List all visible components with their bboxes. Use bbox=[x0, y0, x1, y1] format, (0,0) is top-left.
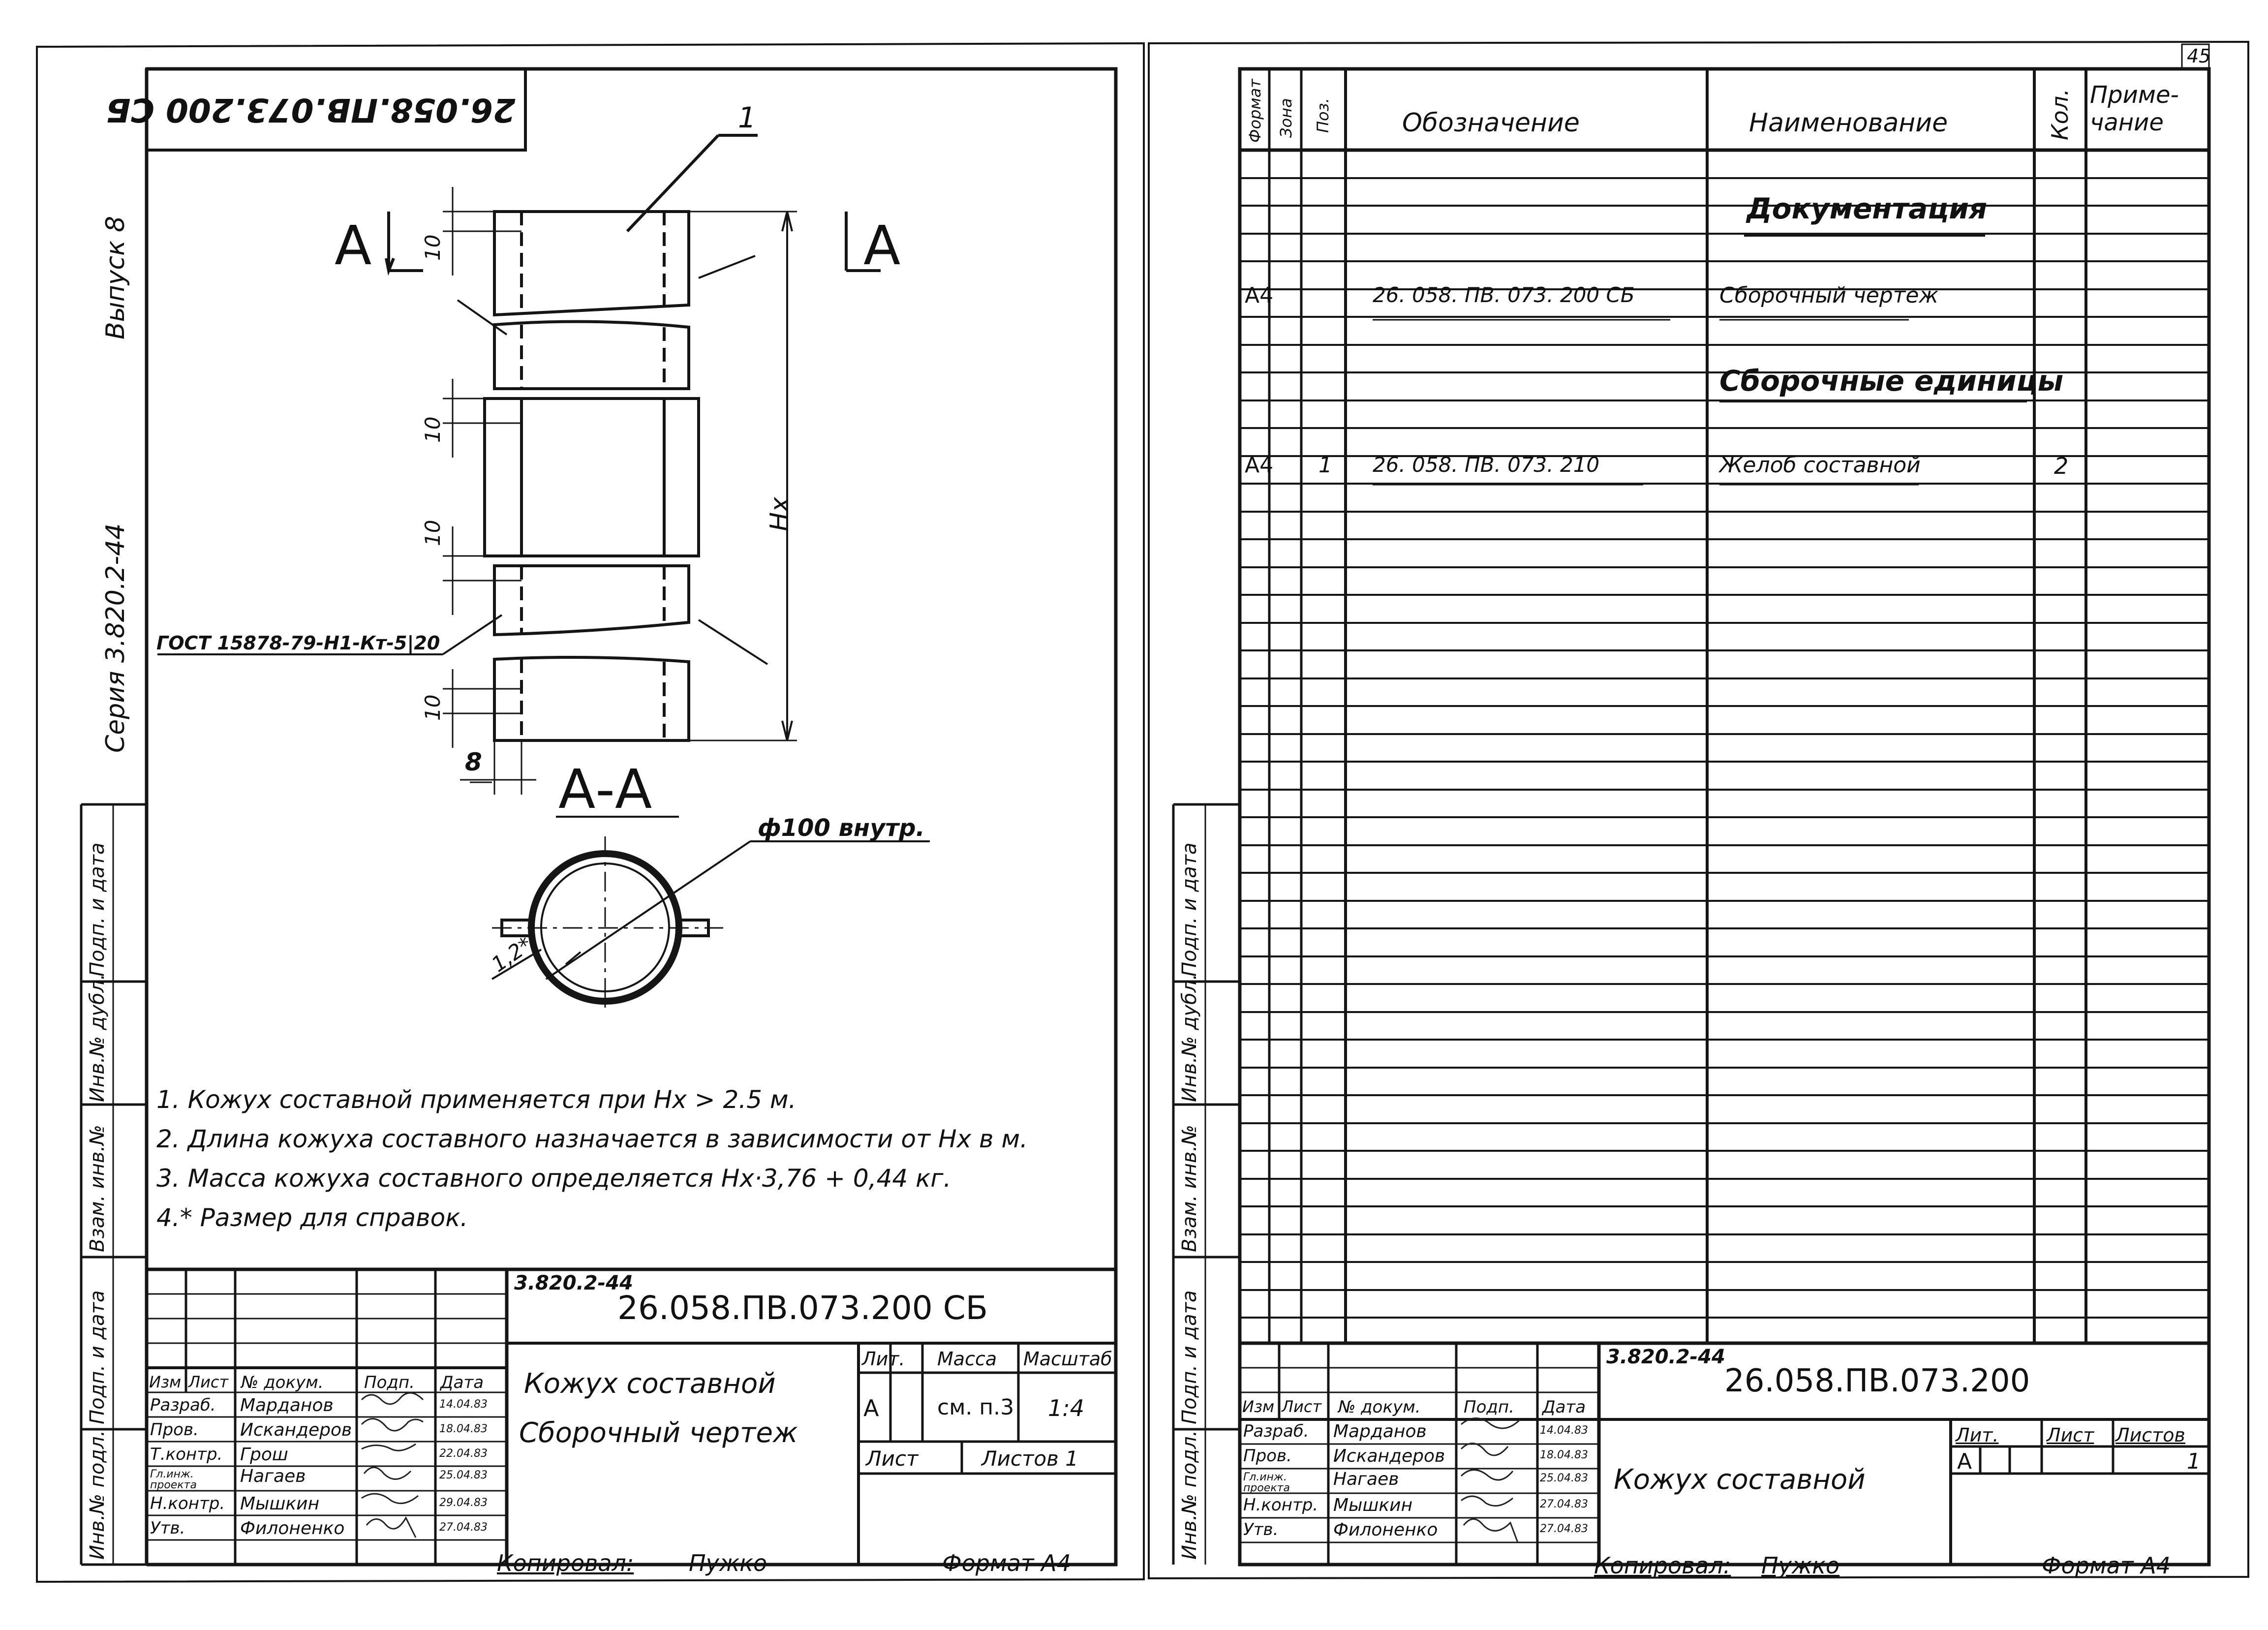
left-tb-role: Гл.инж. проекта bbox=[150, 1468, 197, 1491]
right-tb-h-doc: № докум. bbox=[1338, 1397, 1421, 1417]
spec-designation: 26. 058. ПВ. 073. 200 СБ bbox=[1373, 283, 1635, 307]
right-tb-series: 3.820.2-44 bbox=[1606, 1346, 1725, 1368]
left-tb-name2: Сборочный чертеж bbox=[519, 1417, 798, 1449]
left-tb-name: Филоненко bbox=[240, 1518, 345, 1538]
spec-format: А4 bbox=[1245, 283, 1274, 308]
left-tb-h-sign: Подп. bbox=[364, 1373, 415, 1392]
dim-10-b: 10 bbox=[421, 416, 445, 443]
spec-h-qty: Кол. bbox=[2047, 89, 2073, 140]
left-copied: Копировал: bbox=[497, 1550, 634, 1576]
spec-name: Желоб составной bbox=[1719, 453, 1921, 478]
right-tb-h-sign: Подп. bbox=[1464, 1397, 1514, 1417]
right-tb-date: 27.04.83 bbox=[1540, 1498, 1588, 1510]
right-tb-h-list: Лист bbox=[1282, 1397, 1322, 1416]
left-tb-name: Нагаев bbox=[240, 1466, 306, 1486]
position-number: 1 bbox=[738, 101, 756, 134]
left-stamp-code: 26.058.ПВ.073.200 СБ bbox=[106, 91, 516, 129]
right-tb-name: Искандеров bbox=[1333, 1446, 1445, 1466]
right-tb-date: 14.04.83 bbox=[1540, 1424, 1588, 1437]
left-tb-date: 18.04.83 bbox=[439, 1423, 488, 1435]
left-tb-h-izm: Изм bbox=[149, 1373, 182, 1391]
right-tb-role: Гл.инж. проекта bbox=[1243, 1471, 1290, 1494]
left-tb-name: Искандеров bbox=[240, 1420, 352, 1440]
right-tb-sheets: 1 bbox=[2187, 1449, 2201, 1474]
spec-h-designation: Обозначение bbox=[1402, 108, 1580, 138]
left-tb-name: Мышкин bbox=[240, 1494, 320, 1514]
right-tb-h-date: Дата bbox=[1542, 1397, 1586, 1417]
left-tb-h-list: Лист bbox=[188, 1373, 229, 1391]
left-tb-role: Т.контр. bbox=[150, 1445, 223, 1464]
right-format: Формат А4 bbox=[2042, 1552, 2171, 1579]
thickness-label: 1,2* bbox=[487, 932, 537, 977]
left-strip-label-4: Подп. и дата bbox=[86, 1290, 109, 1424]
section-mark-left: А bbox=[335, 214, 372, 277]
left-tb-lit-label: Лит. bbox=[862, 1348, 905, 1370]
left-tb-h-date: Дата bbox=[440, 1373, 484, 1392]
right-strip-label-4: Подп. и дата bbox=[1178, 1290, 1201, 1424]
right-tb-name: Мышкин bbox=[1333, 1495, 1413, 1515]
spec-format: А4 bbox=[1245, 453, 1274, 478]
left-tb-h-doc: № докум. bbox=[241, 1373, 324, 1392]
left-tb-series: 3.820.2-44 bbox=[514, 1272, 633, 1294]
right-tb-date: 27.04.83 bbox=[1540, 1523, 1588, 1535]
dim-10-d: 10 bbox=[421, 694, 445, 721]
left-copier: Пужко bbox=[689, 1550, 767, 1576]
right-strip-label-5: Инв.№ подл. bbox=[1178, 1430, 1201, 1560]
left-tb-name: Марданов bbox=[240, 1395, 334, 1415]
spec-pos: 1 bbox=[1318, 453, 1332, 478]
right-tb-h-izm: Изм bbox=[1242, 1397, 1275, 1416]
dim-10-c: 10 bbox=[421, 520, 445, 546]
left-tb-date: 22.04.83 bbox=[439, 1447, 488, 1460]
right-strip-label-3: Взам. инв.№ bbox=[1178, 1125, 1201, 1252]
note-4: 4.* Размер для справок. bbox=[156, 1203, 468, 1232]
left-tb-date: 27.04.83 bbox=[439, 1521, 488, 1534]
right-tb-name: Филоненко bbox=[1333, 1520, 1438, 1540]
dim-8: 8 bbox=[465, 748, 482, 776]
left-strip-label-2: Инв.№ дубл. bbox=[86, 974, 109, 1102]
right-strip-label-1: Подп. и дата bbox=[1178, 842, 1201, 977]
left-tb-name: Грош bbox=[240, 1445, 288, 1465]
spec-h-name: Наименование bbox=[1749, 108, 1948, 138]
right-copied: Копировал: bbox=[1594, 1552, 1731, 1579]
left-tb-lit: А bbox=[863, 1395, 879, 1421]
spec-h-format: Формат bbox=[1246, 79, 1264, 143]
left-tb-doc: 26.058.ПВ.073.200 СБ bbox=[617, 1289, 988, 1327]
spec-name: Сборочный чертеж bbox=[1719, 283, 1939, 308]
left-tb-scale: 1:4 bbox=[1048, 1395, 1085, 1421]
note-2: 2. Длина кожуха составного назначается в зависимости от Hx в м. bbox=[156, 1125, 1028, 1153]
spec-heading: Сборочные единицы bbox=[1719, 364, 2064, 398]
right-tb-role: Утв. bbox=[1243, 1520, 1279, 1539]
left-tb-role: Пров. bbox=[150, 1420, 199, 1440]
note-3: 3. Масса кожуха составного определяется Hx·3,76 + 0,44 кг. bbox=[156, 1164, 951, 1193]
right-tb-name: Марданов bbox=[1333, 1421, 1427, 1442]
right-tb-name: Кожух составной bbox=[1614, 1464, 1866, 1496]
left-tb-name1: Кожух составной bbox=[524, 1368, 776, 1400]
right-tb-sheet-label: Лист bbox=[2047, 1424, 2094, 1446]
right-tb-role: Разраб. bbox=[1243, 1421, 1309, 1441]
left-tb-mass: см. п.3 bbox=[937, 1395, 1014, 1420]
left-tb-role: Разраб. bbox=[150, 1395, 216, 1415]
note-1: 1. Кожух составной применяется при Hx > 2.5 м. bbox=[156, 1085, 797, 1114]
spec-designation: 26. 058. ПВ. 073. 210 bbox=[1373, 453, 1600, 477]
right-strip-label-2: Инв.№ дубл. bbox=[1178, 974, 1201, 1102]
left-tb-date: 29.04.83 bbox=[439, 1497, 488, 1509]
left-tb-scale-label: Масштаб bbox=[1023, 1348, 1112, 1370]
left-strip-label-5: Инв.№ подл. bbox=[86, 1430, 109, 1560]
right-tb-role: Пров. bbox=[1243, 1446, 1292, 1466]
right-tb-lit-label: Лит. bbox=[1956, 1424, 1999, 1446]
right-copier: Пужко bbox=[1761, 1552, 1840, 1579]
left-side-series: Серия 3.820.2-44 bbox=[101, 523, 130, 753]
spec-h-zone: Зона bbox=[1277, 98, 1295, 138]
left-tb-date: 14.04.83 bbox=[439, 1398, 488, 1411]
notes bbox=[156, 1080, 1028, 1237]
left-strip-label-3: Взам. инв.№ bbox=[86, 1125, 109, 1252]
right-tb-sheets-label: Листов bbox=[2115, 1424, 2185, 1446]
right-tb-date: 18.04.83 bbox=[1540, 1449, 1588, 1461]
left-tb-mass-label: Масса bbox=[937, 1348, 997, 1370]
spec-h-pos: Поз. bbox=[1314, 98, 1332, 133]
right-tb-role: Н.контр. bbox=[1243, 1495, 1318, 1515]
left-tb-sheets-label: Листов 1 bbox=[981, 1446, 1078, 1471]
dim-hx: Hx bbox=[765, 497, 795, 531]
left-tb-sheet-label: Лист bbox=[866, 1446, 919, 1471]
section-mark-right: А bbox=[863, 214, 901, 277]
spec-heading: Документация bbox=[1747, 192, 1988, 225]
left-strip-label-1: Подп. и дата bbox=[86, 842, 109, 977]
dim-10-a: 10 bbox=[421, 234, 445, 261]
right-tb-date: 25.04.83 bbox=[1540, 1472, 1588, 1484]
left-tb-date: 25.04.83 bbox=[439, 1469, 488, 1481]
section-aa-title: А-А bbox=[558, 758, 652, 821]
spec-h-note: Приме-чание bbox=[2090, 81, 2179, 136]
diameter-label: ф100 внутр. bbox=[758, 814, 925, 842]
right-tb-doc: 26.058.ПВ.073.200 bbox=[1724, 1363, 2030, 1399]
left-side-issue: Выпуск 8 bbox=[101, 215, 130, 339]
right-tb-lit: А bbox=[1957, 1449, 1972, 1474]
right-tb-name: Нагаев bbox=[1333, 1469, 1399, 1489]
left-tb-role: Утв. bbox=[150, 1518, 185, 1538]
left-format: Формат А4 bbox=[942, 1550, 1071, 1576]
left-tb-role: Н.контр. bbox=[150, 1494, 225, 1513]
gost-reference: ГОСТ 15878-79-Н1-Кт-5|20 bbox=[156, 632, 440, 654]
page-number: 45 bbox=[2187, 45, 2211, 67]
spec-qty: 2 bbox=[2054, 453, 2069, 479]
